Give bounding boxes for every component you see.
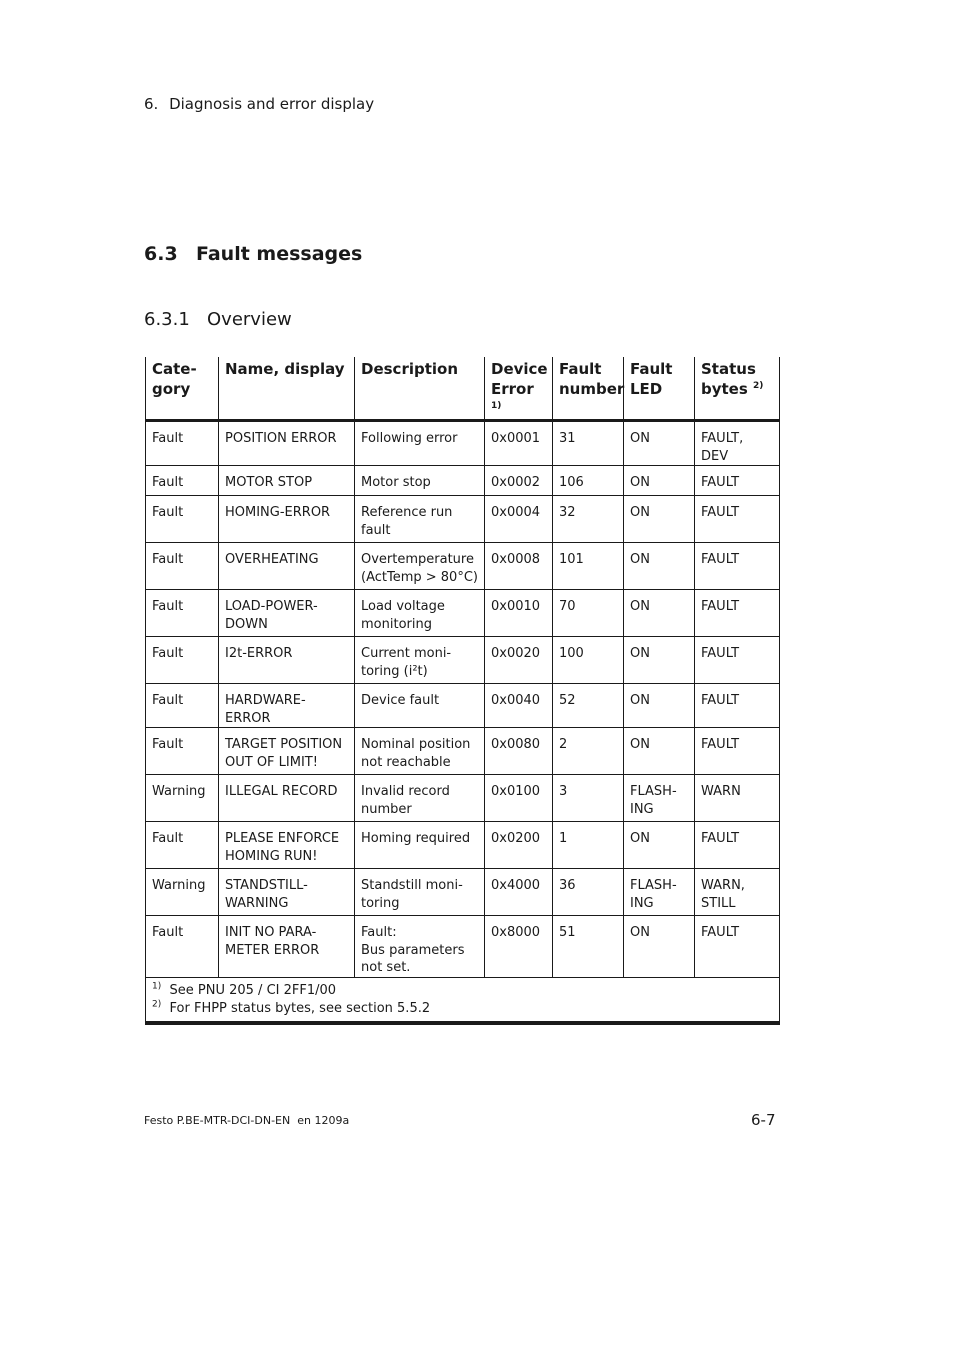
footnote-1: $^{1)}$ See PNU 205 / CI 2FF1/00: [152, 981, 337, 998]
cell-status-bytes: FAULT: [695, 466, 780, 496]
table-row: [146, 916, 780, 978]
cell-status-bytes: WARN, STILL: [695, 869, 780, 916]
cell-status-bytes: FAULT: [695, 822, 780, 869]
cell-fault-led: ON: [624, 421, 695, 466]
cell-fault-led: ON: [624, 496, 695, 543]
cell-device-error: 0x0200: [485, 822, 553, 869]
subsection-title: Overview: [207, 309, 292, 330]
table-row: [146, 590, 780, 637]
cell-fault-led: ON: [624, 822, 695, 869]
cell-device-error: 0x0020: [485, 637, 553, 684]
cell-device-error: 0x0008: [485, 543, 553, 590]
cell-fault-number: 31: [553, 421, 624, 466]
table-row: [146, 684, 780, 728]
cell-fault-number: 2: [553, 728, 624, 775]
cell-fault-number: 36: [553, 869, 624, 916]
cell-description: Standstill moni- toring: [355, 869, 485, 916]
cell-name: LOAD-POWER- DOWN: [219, 590, 355, 637]
cell-description: Fault: Bus parameters not set.: [355, 916, 485, 978]
column-header-name: Name, display: [219, 357, 355, 421]
table-row: [146, 822, 780, 869]
subsection-heading: [144, 309, 292, 330]
cell-name: INIT NO PARA- METER ERROR: [219, 916, 355, 978]
cell-name: I2t-ERROR: [219, 637, 355, 684]
column-header-device-error: Device Error $^{1)}$: [485, 357, 553, 421]
column-header-category: Cate- gory: [146, 357, 219, 421]
cell-name: TARGET POSITION OUT OF LIMIT!: [219, 728, 355, 775]
table-footnotes-row: [146, 977, 780, 1023]
cell-fault-led: ON: [624, 916, 695, 978]
cell-status-bytes: FAULT, DEV: [695, 421, 780, 466]
column-header-status-bytes: Status bytes $^{2)}$: [695, 357, 780, 421]
section-number: 6.3: [144, 243, 178, 265]
cell-category: Fault: [146, 543, 219, 590]
cell-fault-led: ON: [624, 543, 695, 590]
cell-fault-number: 106: [553, 466, 624, 496]
cell-description: Current moni- toring (i²t): [355, 637, 485, 684]
cell-status-bytes: FAULT: [695, 543, 780, 590]
table-row: [146, 775, 780, 822]
cell-category: Fault: [146, 916, 219, 978]
fault-messages-table: [145, 357, 780, 1025]
cell-device-error: 0x0002: [485, 466, 553, 496]
cell-device-error: 0x4000: [485, 869, 553, 916]
cell-category: Warning: [146, 775, 219, 822]
cell-category: Fault: [146, 496, 219, 543]
cell-device-error: 0x0040: [485, 684, 553, 728]
cell-device-error: 0x0010: [485, 590, 553, 637]
cell-fault-number: 100: [553, 637, 624, 684]
section-title: Fault messages: [196, 243, 363, 265]
cell-device-error: 0x0100: [485, 775, 553, 822]
cell-status-bytes: FAULT: [695, 916, 780, 978]
cell-name: HOMING-ERROR: [219, 496, 355, 543]
cell-name: POSITION ERROR: [219, 421, 355, 466]
cell-device-error: 0x0001: [485, 421, 553, 466]
cell-fault-led: FLASH- ING: [624, 775, 695, 822]
cell-status-bytes: FAULT: [695, 684, 780, 728]
cell-fault-led: ON: [624, 590, 695, 637]
cell-name: HARDWARE-ERROR: [219, 684, 355, 728]
cell-device-error: 0x0004: [485, 496, 553, 543]
cell-category: Fault: [146, 684, 219, 728]
subsection-number: 6.3.1: [144, 309, 190, 330]
cell-fault-number: 32: [553, 496, 624, 543]
footnote-2: $^{2)}$ For FHPP status bytes, see section 5.5.2: [152, 999, 431, 1016]
cell-status-bytes: FAULT: [695, 637, 780, 684]
running-header: [144, 95, 374, 113]
cell-fault-led: ON: [624, 466, 695, 496]
cell-status-bytes: FAULT: [695, 728, 780, 775]
cell-fault-led: ON: [624, 684, 695, 728]
cell-name: PLEASE ENFORCE HOMING RUN!: [219, 822, 355, 869]
cell-description: Overtemperature (ActTemp > 80°C): [355, 543, 485, 590]
page-number: 6-7: [751, 1111, 776, 1129]
table-footnotes: [146, 977, 780, 1023]
cell-description: Load voltage monitoring: [355, 590, 485, 637]
cell-status-bytes: WARN: [695, 775, 780, 822]
table-row: [146, 637, 780, 684]
column-header-fault-led: Fault LED: [624, 357, 695, 421]
cell-status-bytes: FAULT: [695, 590, 780, 637]
cell-category: Warning: [146, 869, 219, 916]
column-header-fault-number: Fault number: [553, 357, 624, 421]
cell-fault-number: 70: [553, 590, 624, 637]
cell-name: OVERHEATING: [219, 543, 355, 590]
cell-device-error: 0x0080: [485, 728, 553, 775]
cell-description: Device fault: [355, 684, 485, 728]
table-row: [146, 421, 780, 466]
cell-description: Following error: [355, 421, 485, 466]
footnote-mark-1: 1): [491, 401, 502, 411]
cell-fault-number: 1: [553, 822, 624, 869]
section-heading: [144, 243, 362, 265]
cell-category: Fault: [146, 466, 219, 496]
cell-category: Fault: [146, 822, 219, 869]
cell-fault-led: FLASH- ING: [624, 869, 695, 916]
cell-category: Fault: [146, 728, 219, 775]
cell-category: Fault: [146, 590, 219, 637]
cell-name: MOTOR STOP: [219, 466, 355, 496]
column-header-description: Description: [355, 357, 485, 421]
cell-fault-number: 51: [553, 916, 624, 978]
cell-description: Motor stop: [355, 466, 485, 496]
cell-device-error: 0x8000: [485, 916, 553, 978]
cell-fault-number: 101: [553, 543, 624, 590]
cell-fault-led: ON: [624, 637, 695, 684]
cell-fault-led: ON: [624, 728, 695, 775]
table-body: [146, 421, 780, 978]
cell-description: Homing required: [355, 822, 485, 869]
table-header-row: [146, 357, 780, 421]
table-row: [146, 496, 780, 543]
cell-status-bytes: FAULT: [695, 496, 780, 543]
cell-category: Fault: [146, 637, 219, 684]
table-row: [146, 869, 780, 916]
footnote-mark-2: 2): [753, 381, 764, 391]
running-header-title: Diagnosis and error display: [169, 95, 375, 113]
cell-description: Invalid record number: [355, 775, 485, 822]
running-header-chapter: 6.: [144, 95, 159, 113]
cell-description: Nominal position not reachable: [355, 728, 485, 775]
cell-description: Reference run fault: [355, 496, 485, 543]
cell-name: STANDSTILL- WARNING: [219, 869, 355, 916]
cell-fault-number: 3: [553, 775, 624, 822]
cell-fault-number: 52: [553, 684, 624, 728]
cell-name: ILLEGAL RECORD: [219, 775, 355, 822]
document-id: Festo P.BE-MTR-DCI-DN-EN en 1209a: [144, 1114, 350, 1127]
table-row: [146, 466, 780, 496]
table-row: [146, 728, 780, 775]
table-row: [146, 543, 780, 590]
cell-category: Fault: [146, 421, 219, 466]
